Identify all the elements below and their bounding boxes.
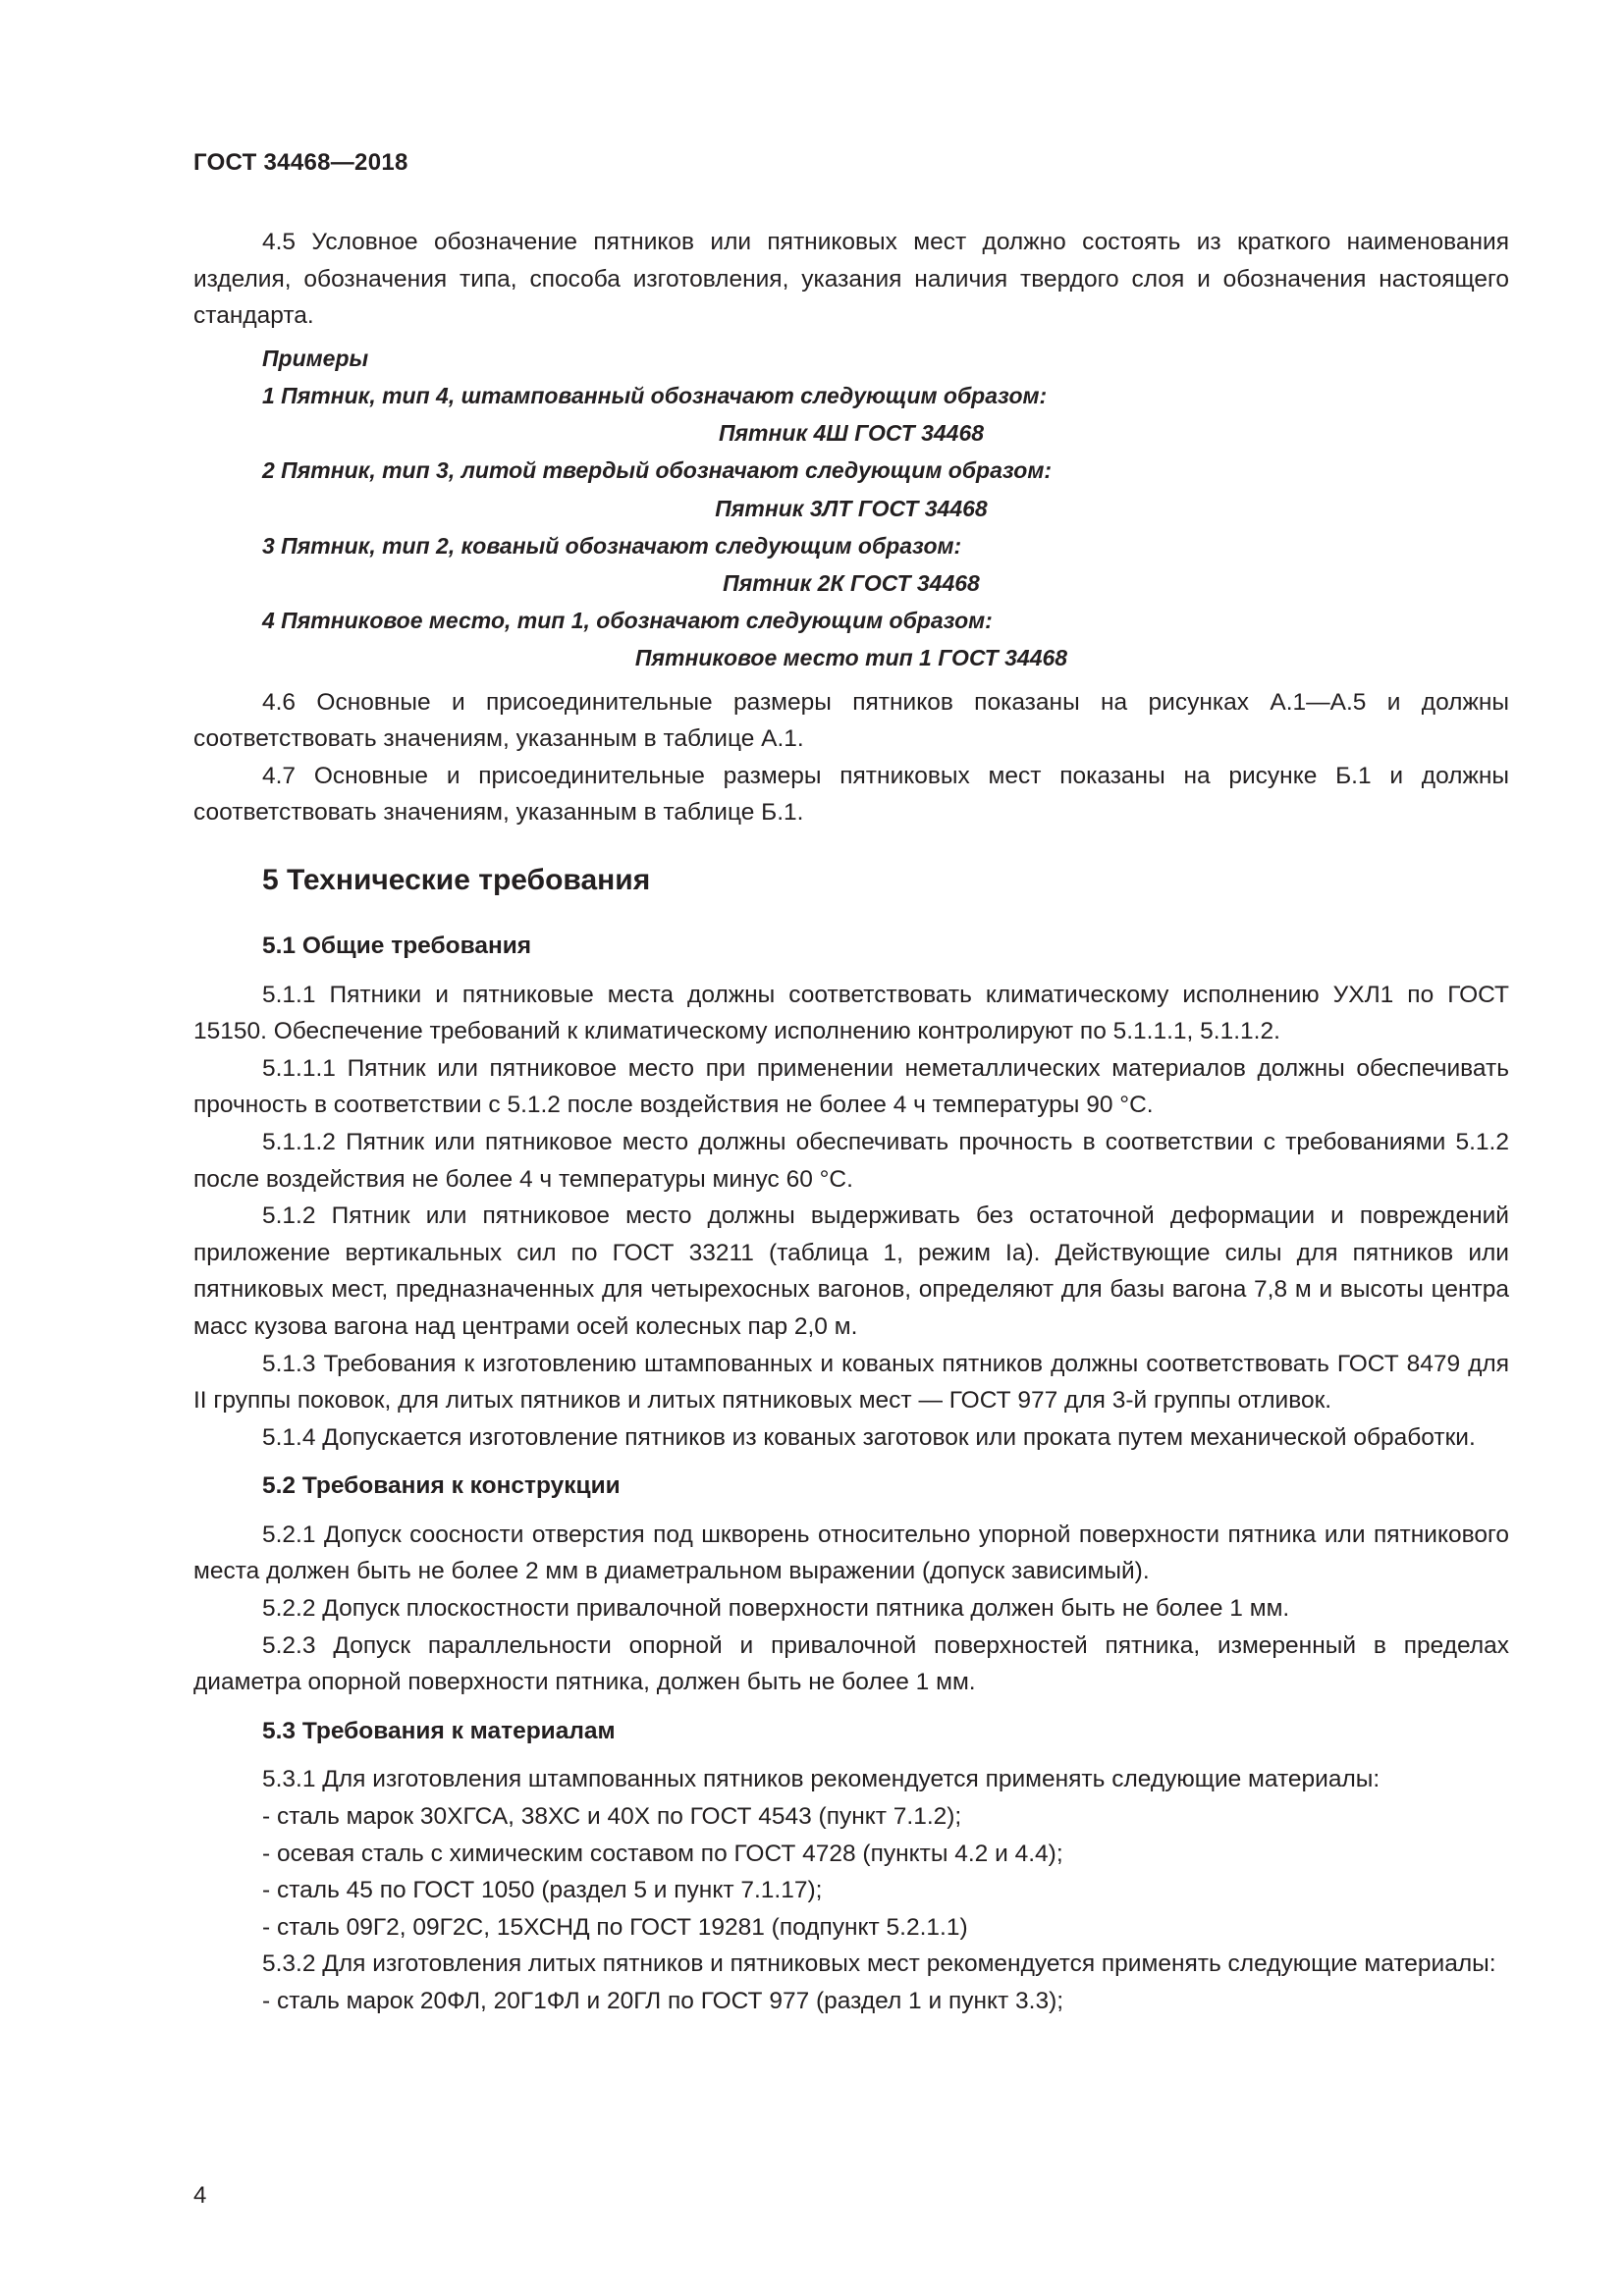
paragraph-4-5: 4.5 Условное обозначение пятников или пятниковых мест должно состоять из краткого наименования изделия, обозначения типа, способа изготовления, указания наличия твердого слоя и обозначения настоящего стандарта. [193,229,1509,330]
paragraph-5-1-3: 5.1.3 Требования к изготовлению штампованных и кованых пятников должны соответствовать ГОСТ 8479 для II группы поковок, для литых пятников и литых пятниковых мест — ГОСТ 977 для 3-й группы отливок. [193,1350,1509,1415]
paragraph-5-1-1-1: 5.1.1.1 Пятник или пятниковое место при применении неметаллических материалов должны обеспечивать прочность в соответствии с 5.1.2 после воздействия не более 4 ч температуры 90 °С. [193,1054,1509,1119]
section-5-title: 5 Технические требования [262,863,651,896]
example-designation: Пятниковое место тип 1 ГОСТ 34468 [634,645,1068,671]
page-body [193,224,1509,2020]
paragraph-5-1-1: 5.1.1 Пятники и пятниковые места должны соответствовать климатическому исполнению УХЛ1 по ГОСТ 15150. Обеспечение требований к климатическому исполнению контролируют по 5.1.1.1, 5.1.1.2. [193,981,1509,1045]
list-item: - сталь 45 по ГОСТ 1050 (раздел 5 и пункт 7.1.17); [262,1877,823,1904]
subsection-5-2-title: 5.2 Требования к конструкции [262,1472,621,1500]
example-designation: Пятник 3ЛТ ГОСТ 34468 [715,495,988,521]
paragraph-5-1-2: 5.1.2 Пятник или пятниковое место должны выдерживать без остаточной деформации и повреждений приложение вертикальных сил по ГОСТ 33211 (таблица 1, режим Iа). Действующие силы для пятников или пятниковых мест, предназначенных для четырехосных вагонов, определяют для базы вагона 7,8 м и высоты центра масс кузова вагона над центрами осей колесных пар 2,0 м. [193,1202,1509,1340]
example-designation: Пятник 4Ш ГОСТ 34468 [718,420,985,447]
paragraph-5-2-2: 5.2.2 Допуск плоскостности привалочной поверхности пятника должен быть не более 1 мм. [262,1595,1290,1623]
paragraph-5-2-1: 5.2.1 Допуск соосности отверстия под шкворень относительно упорной поверхности пятника или пятникового места должен быть не более 2 мм в диаметральном выражении (допуск зависимый). [193,1521,1509,1585]
paragraph-5-3-1: 5.3.1 Для изготовления штампованных пятников рекомендуется применять следующие материалы: [262,1766,1380,1793]
list-item: - сталь марок 20ФЛ, 20Г1ФЛ и 20ГЛ по ГОСТ 977 (раздел 1 и пункт 3.3); [262,1988,1064,2015]
example-item: 3 Пятник, тип 2, кованый обозначают следующим образом: [262,532,962,559]
page-number: 4 [193,2182,207,2209]
example-item: 2 Пятник, тип 3, литой твердый обозначают следующим образом: [262,457,1053,484]
list-item: - сталь марок 30ХГСА, 38ХС и 40Х по ГОСТ 4543 (пункт 7.1.2); [262,1803,962,1831]
example-item: 4 Пятниковое место, тип 1, обозначают следующим образом: [262,608,993,634]
example-item: 1 Пятник, тип 4, штампованный обозначают следующим образом: [262,382,1048,408]
subsection-5-1-title: 5.1 Общие требования [262,932,532,959]
paragraph-5-1-1-2: 5.1.1.2 Пятник или пятниковое место должны обеспечивать прочность в соответствии с требованиями 5.1.2 после воздействия не более 4 ч температуры минус 60 °С. [193,1128,1509,1193]
paragraph-5-3-2: 5.3.2 Для изготовления литых пятников и пятниковых мест рекомендуется применять следующие материалы: [262,1950,1496,1978]
list-item: - сталь 09Г2, 09Г2С, 15ХСНД по ГОСТ 19281 (подпункт 5.2.1.1) [262,1913,968,1941]
standard-header: ГОСТ 34468—2018 [193,149,408,176]
examples-title: Примеры [262,345,369,371]
example-designation: Пятник 2К ГОСТ 34468 [723,570,980,596]
list-item: - осевая сталь с химическим составом по ГОСТ 4728 (пункты 4.2 и 4.4); [262,1840,1063,1867]
paragraph-4-6: 4.6 Основные и присоединительные размеры пятников показаны на рисунках А.1—А.5 и должны соответствовать значениям, указанным в таблице А.1. [193,688,1509,753]
subsection-5-3-title: 5.3 Требования к материалам [262,1717,616,1744]
paragraph-4-7: 4.7 Основные и присоединительные размеры пятниковых мест показаны на рисунке Б.1 и должны соответствовать значениям, указанным в таблице Б.1. [193,762,1509,827]
paragraph-5-1-4: 5.1.4 Допускается изготовление пятников из кованых заготовок или проката путем механической обработки. [262,1423,1476,1451]
paragraph-5-2-3: 5.2.3 Допуск параллельности опорной и привалочной поверхностей пятника, измеренный в пределах диаметра опорной поверхности пятника, должен быть не более 1 мм. [193,1631,1509,1696]
